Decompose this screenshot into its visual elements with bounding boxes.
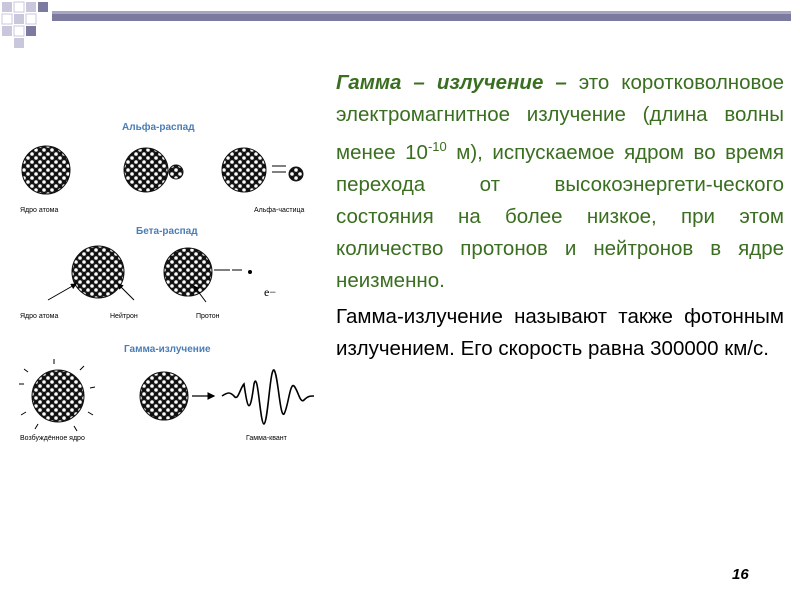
beta-neutron-pointer [118, 284, 134, 300]
gamma-term: Гамма – излучение – [336, 71, 567, 94]
beta-nucleus-1 [72, 246, 124, 298]
alpha-particle-emitted [289, 167, 303, 181]
alpha-nucleus-2 [124, 148, 168, 192]
alpha-label-particle: Альфа-частица [254, 207, 305, 214]
gamma-definition-part-a: это коротковолновое электромагнитное излучение (длина волны менее 10 [336, 71, 784, 164]
gamma-quantum-wave [222, 370, 314, 424]
beta-decay-title: Бета-распад [136, 226, 198, 237]
alpha-label-nucleus: Ядро атома [20, 207, 59, 214]
wavelength-exponent: -10 [427, 139, 447, 154]
beta-nucleus-pointer [48, 284, 76, 300]
beta-electron-dot [248, 270, 252, 274]
beta-label-nucleus: Ядро атома [20, 313, 59, 320]
beta-label-neutron: Нейтрон [110, 313, 138, 320]
beta-electron-label: e− [264, 285, 277, 299]
corner-squares-decoration [0, 0, 80, 50]
gamma-definition-part-c: испускаемое ядром во время перехода от высокоэнергети-ческого состояния на более низкое, при этом количество протонов и нейтронов в ядре неизменно. [336, 140, 784, 292]
header-accent-highlight [52, 11, 791, 14]
gamma-definition-part-b: м), [446, 140, 493, 164]
gamma-definition-paragraph [336, 67, 784, 297]
gamma-radiation-title: Гамма-излучение [124, 344, 211, 355]
gamma-label-excited-nucleus: Возбуждённое ядро [20, 435, 85, 442]
slide-body-text [336, 67, 784, 369]
alpha-nucleus-3 [222, 148, 266, 192]
alpha-nucleus-1 [22, 146, 70, 194]
gamma-nucleus [140, 372, 188, 420]
radioactive-decay-illustration [18, 112, 320, 452]
alpha-particle-emerging [169, 165, 183, 179]
beta-label-proton: Протон [196, 313, 220, 320]
alpha-decay-title: Альфа-распад [122, 122, 195, 133]
gamma-excited-nucleus [32, 370, 84, 422]
gamma-label-quantum: Гамма-квант [246, 435, 287, 442]
slide-number: 16 [732, 566, 749, 583]
beta-nucleus-2 [164, 248, 212, 296]
photon-radiation-paragraph: Гамма-излучение называют также фотонным излучением. Его скорость равна 300000 км/с. [336, 304, 784, 360]
